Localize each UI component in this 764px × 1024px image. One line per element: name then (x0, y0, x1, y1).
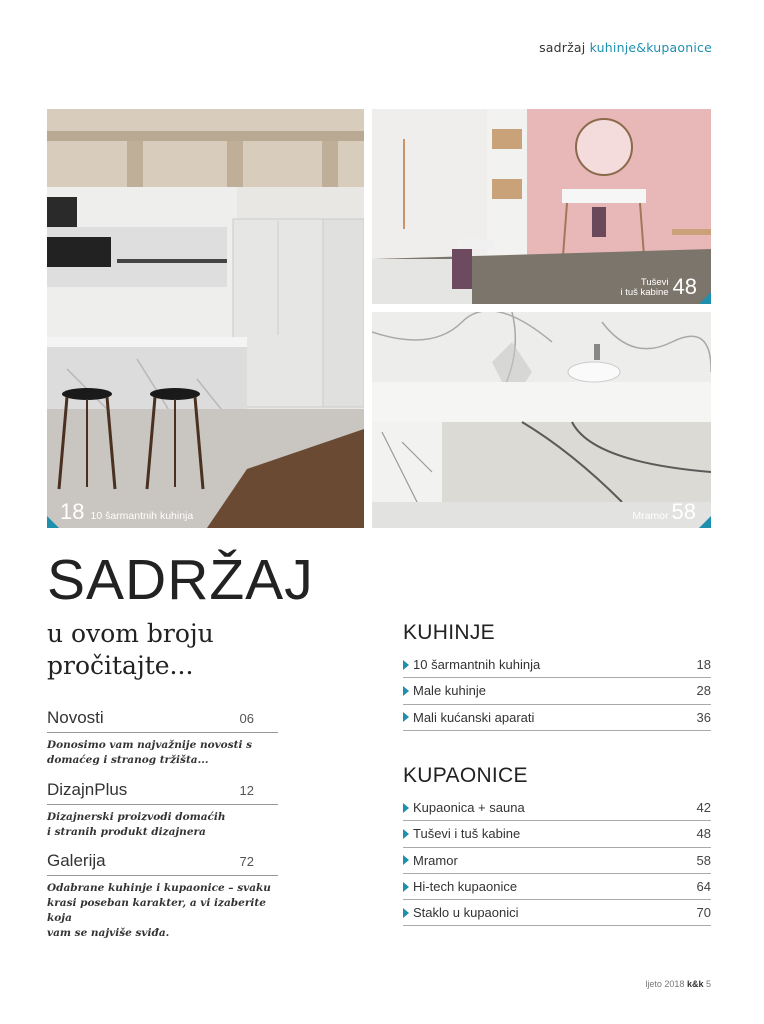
toc-item-label: Hi-tech kupaonice (413, 879, 518, 895)
section-dizajnplus[interactable] (47, 780, 278, 840)
toc-kupaonice (403, 764, 711, 926)
bathroom-photo[interactable] (372, 109, 711, 304)
toc-item-page: 48 (696, 826, 711, 842)
triangle-bullet-icon (403, 855, 409, 865)
toc-item-label: Mali kućanski aparati (413, 709, 535, 725)
triangle-bullet-icon (403, 660, 409, 670)
toc-item[interactable] (403, 874, 711, 900)
description-line: Dizajnerski proizvodi domaćih (47, 811, 226, 823)
triangle-bullet-icon (403, 829, 409, 839)
triangle-bullet-icon (403, 686, 409, 696)
toc-item-label: 10 šarmantnih kuhinja (413, 657, 541, 673)
section-novosti[interactable] (47, 708, 278, 768)
section-galerija[interactable] (47, 851, 278, 941)
description-line: i stranih produkt dizajnera (47, 826, 206, 838)
page-title: SADRŽAJ (47, 548, 314, 612)
corner-accent (47, 516, 59, 528)
footer-brand: k&k (686, 979, 704, 989)
toc-item[interactable] (403, 795, 711, 821)
photo-caption-line: Tuševi (640, 277, 669, 288)
kitchen-photo[interactable] (47, 109, 364, 528)
toc-kuhinje (403, 621, 711, 731)
triangle-bullet-icon (403, 908, 409, 918)
section-row (47, 708, 278, 733)
toc-item[interactable] (403, 821, 711, 847)
toc-item-page: 42 (696, 800, 711, 816)
bathroom-illustration (372, 109, 711, 304)
description-line: vam se najviše sviđa. (47, 927, 170, 939)
photo-caption (60, 501, 193, 523)
photo-caption-text: 10 šarmantnih kuhinja (90, 510, 194, 522)
toc-item[interactable] (403, 705, 711, 731)
marble-photo[interactable] (372, 312, 711, 528)
page-footer (645, 979, 711, 989)
photo-caption (620, 276, 697, 298)
toc-item[interactable] (403, 848, 711, 874)
triangle-bullet-icon (403, 803, 409, 813)
section-name: DizajnPlus (47, 780, 128, 799)
toc-item-page: 36 (696, 709, 711, 725)
toc-item-page: 70 (696, 905, 711, 921)
toc-item-label: Kupaonica + sauna (413, 800, 525, 816)
footer-season: ljeto 2018 (645, 979, 685, 989)
section-name: Galerija (47, 851, 106, 870)
photo-page-number: 58 (671, 499, 696, 524)
subtitle-line: pročitajte... (47, 651, 194, 680)
marble-illustration (372, 312, 711, 528)
section-description (47, 738, 278, 768)
triangle-bullet-icon (403, 712, 409, 722)
toc-item-label: Mramor (413, 852, 458, 868)
triangle-bullet-icon (403, 882, 409, 892)
kitchen-illustration (47, 109, 364, 528)
toc-category-heading: KUPAONICE (403, 764, 528, 787)
photo-caption (632, 501, 696, 523)
description-line: domaćeg i stranog tržišta... (47, 754, 209, 766)
section-header (539, 40, 712, 55)
toc-item-label: Tuševi i tuš kabine (413, 826, 521, 842)
description-line: Donosimo vam najvažnije novosti s (47, 739, 253, 751)
toc-item[interactable] (403, 900, 711, 926)
description-line: krasi poseban karakter, a vi izaberite koja (47, 897, 266, 924)
toc-item-page: 18 (696, 657, 711, 673)
toc-item[interactable] (403, 652, 711, 678)
toc-item-label: Staklo u kupaonici (413, 905, 519, 921)
toc-category-heading: KUHINJE (403, 621, 495, 644)
toc-item-label: Male kuhinje (413, 683, 486, 699)
corner-accent (699, 292, 711, 304)
section-page: 12 (239, 783, 254, 798)
header-section-label: sadržaj (539, 40, 586, 55)
photo-page-number: 18 (60, 499, 85, 524)
header-topic-label: kuhinje&kupaonice (589, 40, 712, 55)
toc-item-page: 58 (696, 852, 711, 868)
section-page: 06 (239, 711, 254, 726)
photo-page-number: 48 (672, 274, 697, 299)
page-subtitle (47, 618, 214, 682)
section-description (47, 881, 278, 941)
description-line: Odabrane kuhinje i kupaonice – svaku (47, 882, 271, 894)
photo-caption-line: i tuš kabine (620, 287, 669, 298)
section-name: Novosti (47, 708, 104, 727)
toc-item-page: 64 (696, 879, 711, 895)
section-page: 72 (239, 854, 254, 869)
footer-page-number: 5 (705, 979, 711, 989)
subtitle-line: u ovom broju (47, 619, 214, 648)
photo-caption-text: Mramor (632, 510, 669, 522)
section-description (47, 810, 278, 840)
toc-item[interactable] (403, 678, 711, 704)
section-row (47, 851, 278, 876)
corner-accent (699, 516, 711, 528)
section-row (47, 780, 278, 805)
toc-item-page: 28 (696, 683, 711, 699)
